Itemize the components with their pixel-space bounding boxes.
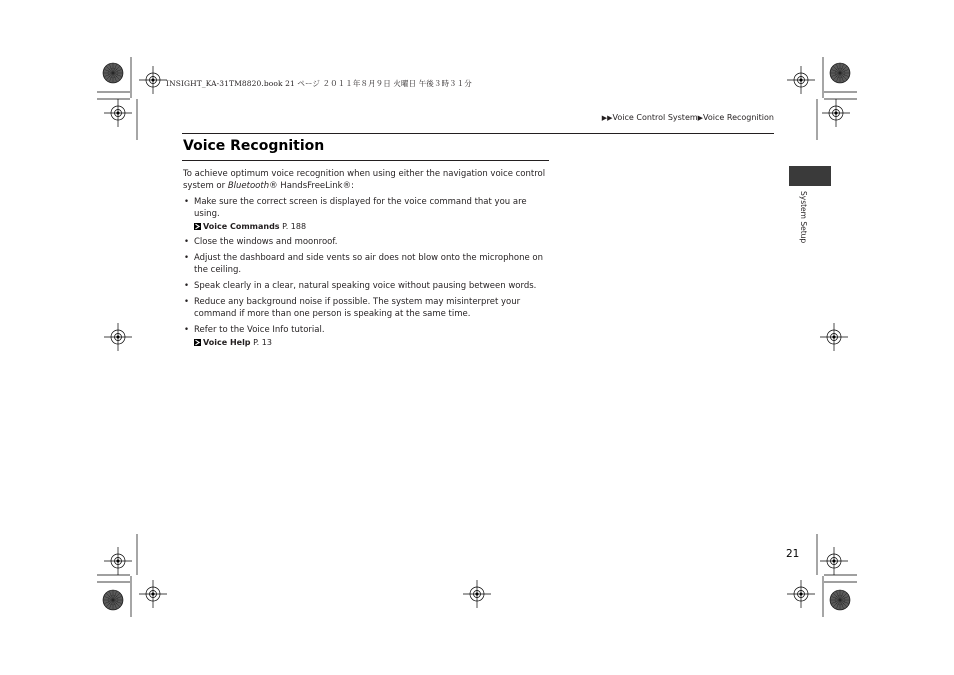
color-rose-icon — [103, 590, 123, 610]
xref-arrow-icon — [194, 339, 201, 346]
registration-mark-icon — [787, 66, 815, 94]
tips-list — [183, 196, 549, 348]
page-title: Voice Recognition — [183, 138, 325, 154]
breadcrumb — [602, 113, 774, 122]
registration-mark-icon — [463, 580, 491, 608]
registration-mark-icon — [820, 323, 848, 351]
color-rose-icon — [830, 590, 850, 610]
bullet-icon: • — [184, 197, 190, 207]
header-divider — [182, 133, 774, 134]
breadcrumb-item-voice-recognition: Voice Recognition — [703, 113, 774, 122]
page-number: 21 — [786, 548, 800, 560]
breadcrumb-arrow-icon: ▶▶ — [601, 114, 613, 122]
intro-paragraph: To achieve optimum voice recognition when using either the navigation voice control system or Bluetooth® HandsFreeLink®: — [183, 169, 546, 191]
color-rose-icon — [830, 63, 850, 83]
cross-reference-voice-help[interactable]: Voice Help P. 13 — [194, 337, 549, 348]
cross-reference-voice-commands[interactable]: Voice Commands P. 188 — [194, 221, 549, 232]
bullet-icon: • — [184, 297, 190, 307]
color-rose-icon — [103, 63, 123, 83]
list-item: • Reduce any background noise if possible. The system may misinterpret your command if more than one person is speaking at the same time. — [184, 297, 521, 319]
section-tab[interactable] — [789, 166, 831, 186]
list-item: • Speak clearly in a clear, natural speaking voice without pausing between words. — [184, 281, 537, 291]
print-file-info: INSIGHT_KA-31TM8820.book 21 ページ ２０１１年８月９日 火曜日 午後３時３１分 — [166, 79, 472, 88]
list-item: • Adjust the dashboard and side vents so air does not blow onto the microphone on the ceiling. — [184, 253, 543, 275]
list-item: • Close the windows and moonroof. — [184, 237, 338, 247]
registration-mark-icon — [104, 323, 132, 351]
registration-mark-icon — [104, 99, 132, 127]
registration-mark-icon — [139, 66, 167, 94]
bullet-icon: • — [184, 237, 190, 247]
list-item: • Refer to the Voice Info tutorial. Voice Help P. 13 — [183, 324, 549, 348]
list-item: • Make sure the correct screen is displayed for the voice command that you are using. Voice Commands P. 188 — [183, 196, 549, 232]
main-content — [183, 168, 549, 352]
bullet-icon: • — [184, 253, 190, 263]
bullet-icon: • — [184, 325, 190, 335]
title-divider — [182, 160, 549, 161]
registration-mark-icon — [139, 580, 167, 608]
registration-mark-icon — [822, 99, 850, 127]
section-tab-label: System Setup — [799, 191, 808, 244]
registration-mark-icon — [787, 580, 815, 608]
bullet-icon: • — [184, 281, 190, 291]
registration-mark-icon — [820, 547, 848, 575]
xref-arrow-icon — [194, 223, 201, 230]
breadcrumb-item-voice-control-system[interactable]: Voice Control System — [612, 113, 698, 122]
breadcrumb-arrow-icon: ▶ — [697, 114, 704, 122]
bluetooth-term: Bluetooth — [227, 181, 270, 191]
registration-mark-icon — [104, 547, 132, 575]
